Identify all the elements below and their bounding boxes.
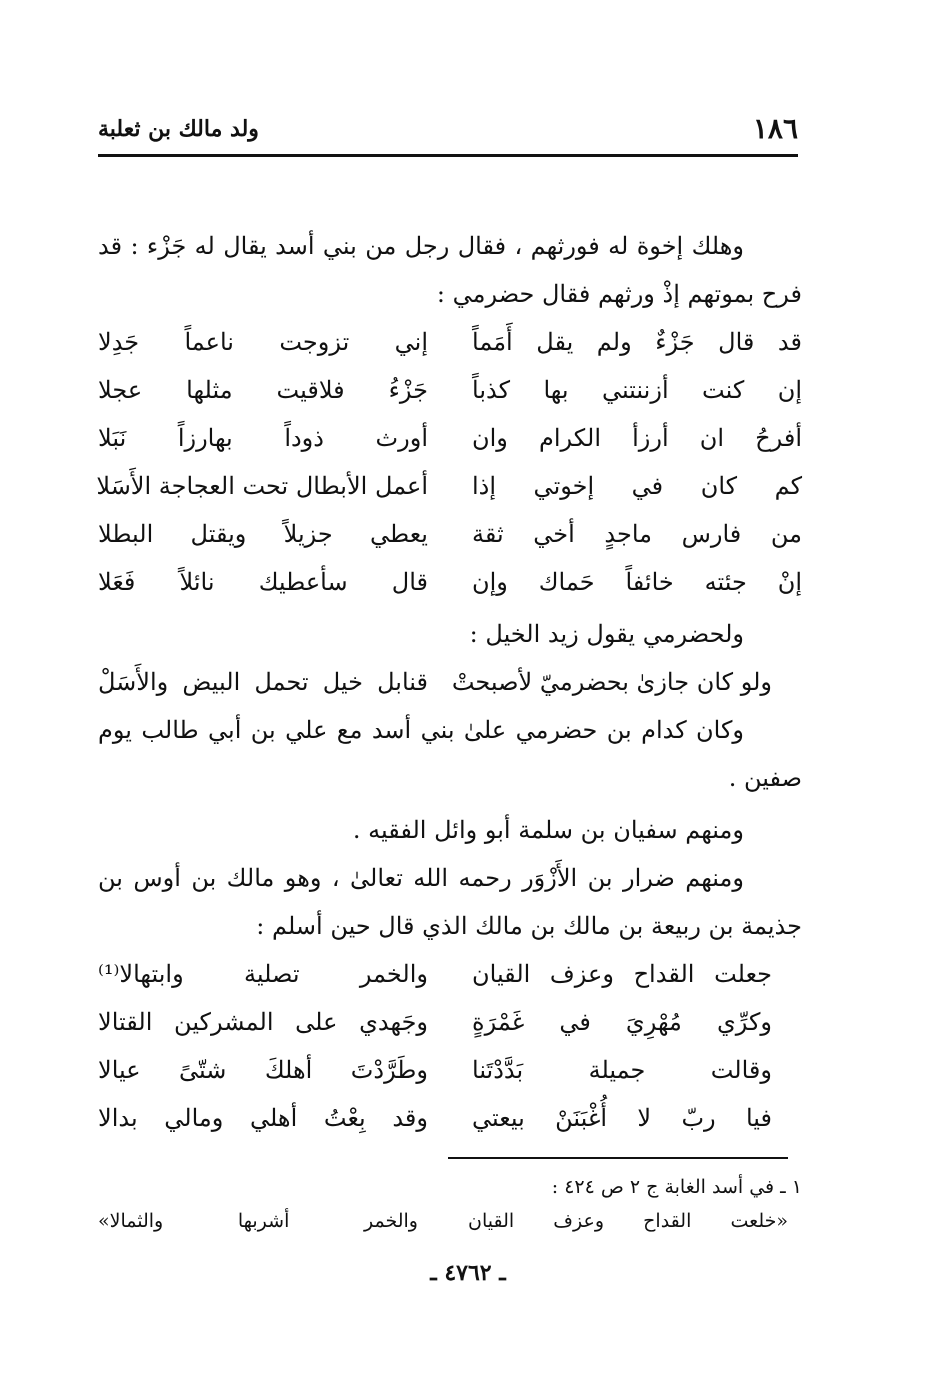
verse-first-hemistich: وقالت جميلة بَدَّدْتَنا bbox=[472, 1056, 772, 1084]
footnote-verse-first-hemistich: «خلعت القداح وعزف القيان bbox=[468, 1210, 788, 1232]
verse-second-hemistich: إني تزوجت ناعماً جَدِلا bbox=[98, 328, 428, 356]
verse-line bbox=[98, 998, 802, 1046]
paragraph-line: وكان كدام بن حضرمي علىٰ بني أسد مع علي بن أبي طالب يوم bbox=[98, 716, 744, 744]
verse-second-hemistich: قنابل خيل تحمل البيض والأَسَلْ bbox=[98, 668, 428, 696]
verse-first-hemistich: قد قال جَزْءٌ ولم يقل أَمَماً bbox=[472, 328, 802, 356]
verse-line bbox=[98, 558, 802, 606]
verse-second-hemistich: جَزْءُ فلاقيت مثلها عجلا bbox=[98, 376, 428, 404]
verse-line bbox=[98, 462, 802, 510]
verse-line bbox=[98, 414, 802, 462]
verse-line bbox=[98, 1094, 802, 1142]
verse-second-hemistich: أورث ذوداً بهارزاً نَبَلا bbox=[98, 424, 428, 452]
paragraph-line: وهلك إخوة له فورثهم ، فقال رجل من بني أسد يقال له جَزْء : قد bbox=[98, 232, 744, 260]
verse-line bbox=[98, 366, 802, 414]
paragraph-line: ومنهم ضرار بن الأَزْوَر رحمه الله تعالىٰ ، وهو مالك بن أوس بن bbox=[98, 864, 744, 892]
header-rule bbox=[98, 154, 798, 157]
page-header bbox=[98, 112, 798, 152]
verse-first-hemistich: فيا ربّ لا أُغْبَنَنْ بيعتي bbox=[472, 1104, 772, 1132]
paragraph-line: جذيمة بن ربيعة بن مالك بن مالك الذي قال حين أسلم : bbox=[256, 912, 802, 940]
verse-line bbox=[98, 1046, 802, 1094]
verse-first-hemistich: جعلت القداح وعزف القيان bbox=[472, 960, 772, 988]
running-title: ولد مالك بن ثعلبة bbox=[98, 116, 259, 142]
paragraph-line: ومنهم سفيان بن سلمة أبو وائل الفقيه . bbox=[352, 816, 744, 844]
verse-line bbox=[98, 950, 802, 998]
verse-first-hemistich: من فارس ماجدٍ أخي ثقة bbox=[472, 520, 802, 548]
verse-second-hemistich: يعطي جزيلاً ويقتل البطلا bbox=[98, 520, 428, 548]
footnote-verse bbox=[98, 1204, 788, 1238]
verse-second-hemistich: والخمر تصلية وابتهالا⁽¹⁾ bbox=[98, 960, 428, 988]
verse-second-hemistich: وطَرَّدْتَ أهلكَ شتّىً عيالا bbox=[98, 1056, 428, 1084]
verse-line bbox=[98, 658, 802, 706]
footnote-verse-second-hemistich: والخمر أشربها والثمالا» bbox=[98, 1210, 418, 1232]
verse-line bbox=[98, 318, 802, 366]
verse-first-hemistich: إن كنت أزننتني بها كذباً bbox=[472, 376, 802, 404]
verse-first-hemistich: أفرحُ ان أرزأ الكرام وان bbox=[472, 424, 802, 452]
verse-second-hemistich: وجَهدي على المشركين القتالا bbox=[98, 1008, 428, 1036]
footnote-rule bbox=[448, 1157, 788, 1159]
verse-line bbox=[98, 510, 802, 558]
verse-second-hemistich: قال سأعطيك نائلاً فَعَلا bbox=[98, 568, 428, 596]
folio-number: ـ ٤٧٦٢ ـ bbox=[430, 1260, 506, 1286]
verse-first-hemistich: إنْ جئته خائفاً حَماك وإن bbox=[472, 568, 802, 596]
footnote-line: ١ ـ في أسد الغابة ج ٢ ص ٤٢٤ : bbox=[551, 1176, 802, 1198]
verse-first-hemistich: ولو كان جازىٰ بحضرميّ لأصبحتْ bbox=[451, 668, 772, 696]
verse-first-hemistich: وكرِّي مُهْرِيَ في غَمْرَةٍ bbox=[472, 1008, 772, 1036]
paragraph-line: ولحضرمي يقول زيد الخيل : bbox=[469, 620, 744, 648]
paragraph-line: فرح بموتهم إذْ ورثهم فقال حضرمي : bbox=[436, 280, 802, 308]
page-number: ١٨٦ bbox=[752, 112, 798, 145]
verse-first-hemistich: كم كان في إخوتي إذا bbox=[472, 472, 802, 500]
paragraph-line: صفين . bbox=[728, 764, 802, 792]
verse-second-hemistich: وقد بِعْتُ أهلي ومالي بدالا bbox=[98, 1104, 428, 1132]
verse-second-hemistich: أعمل الأبطال تحت العجاجة الأَسَلا bbox=[96, 472, 428, 500]
